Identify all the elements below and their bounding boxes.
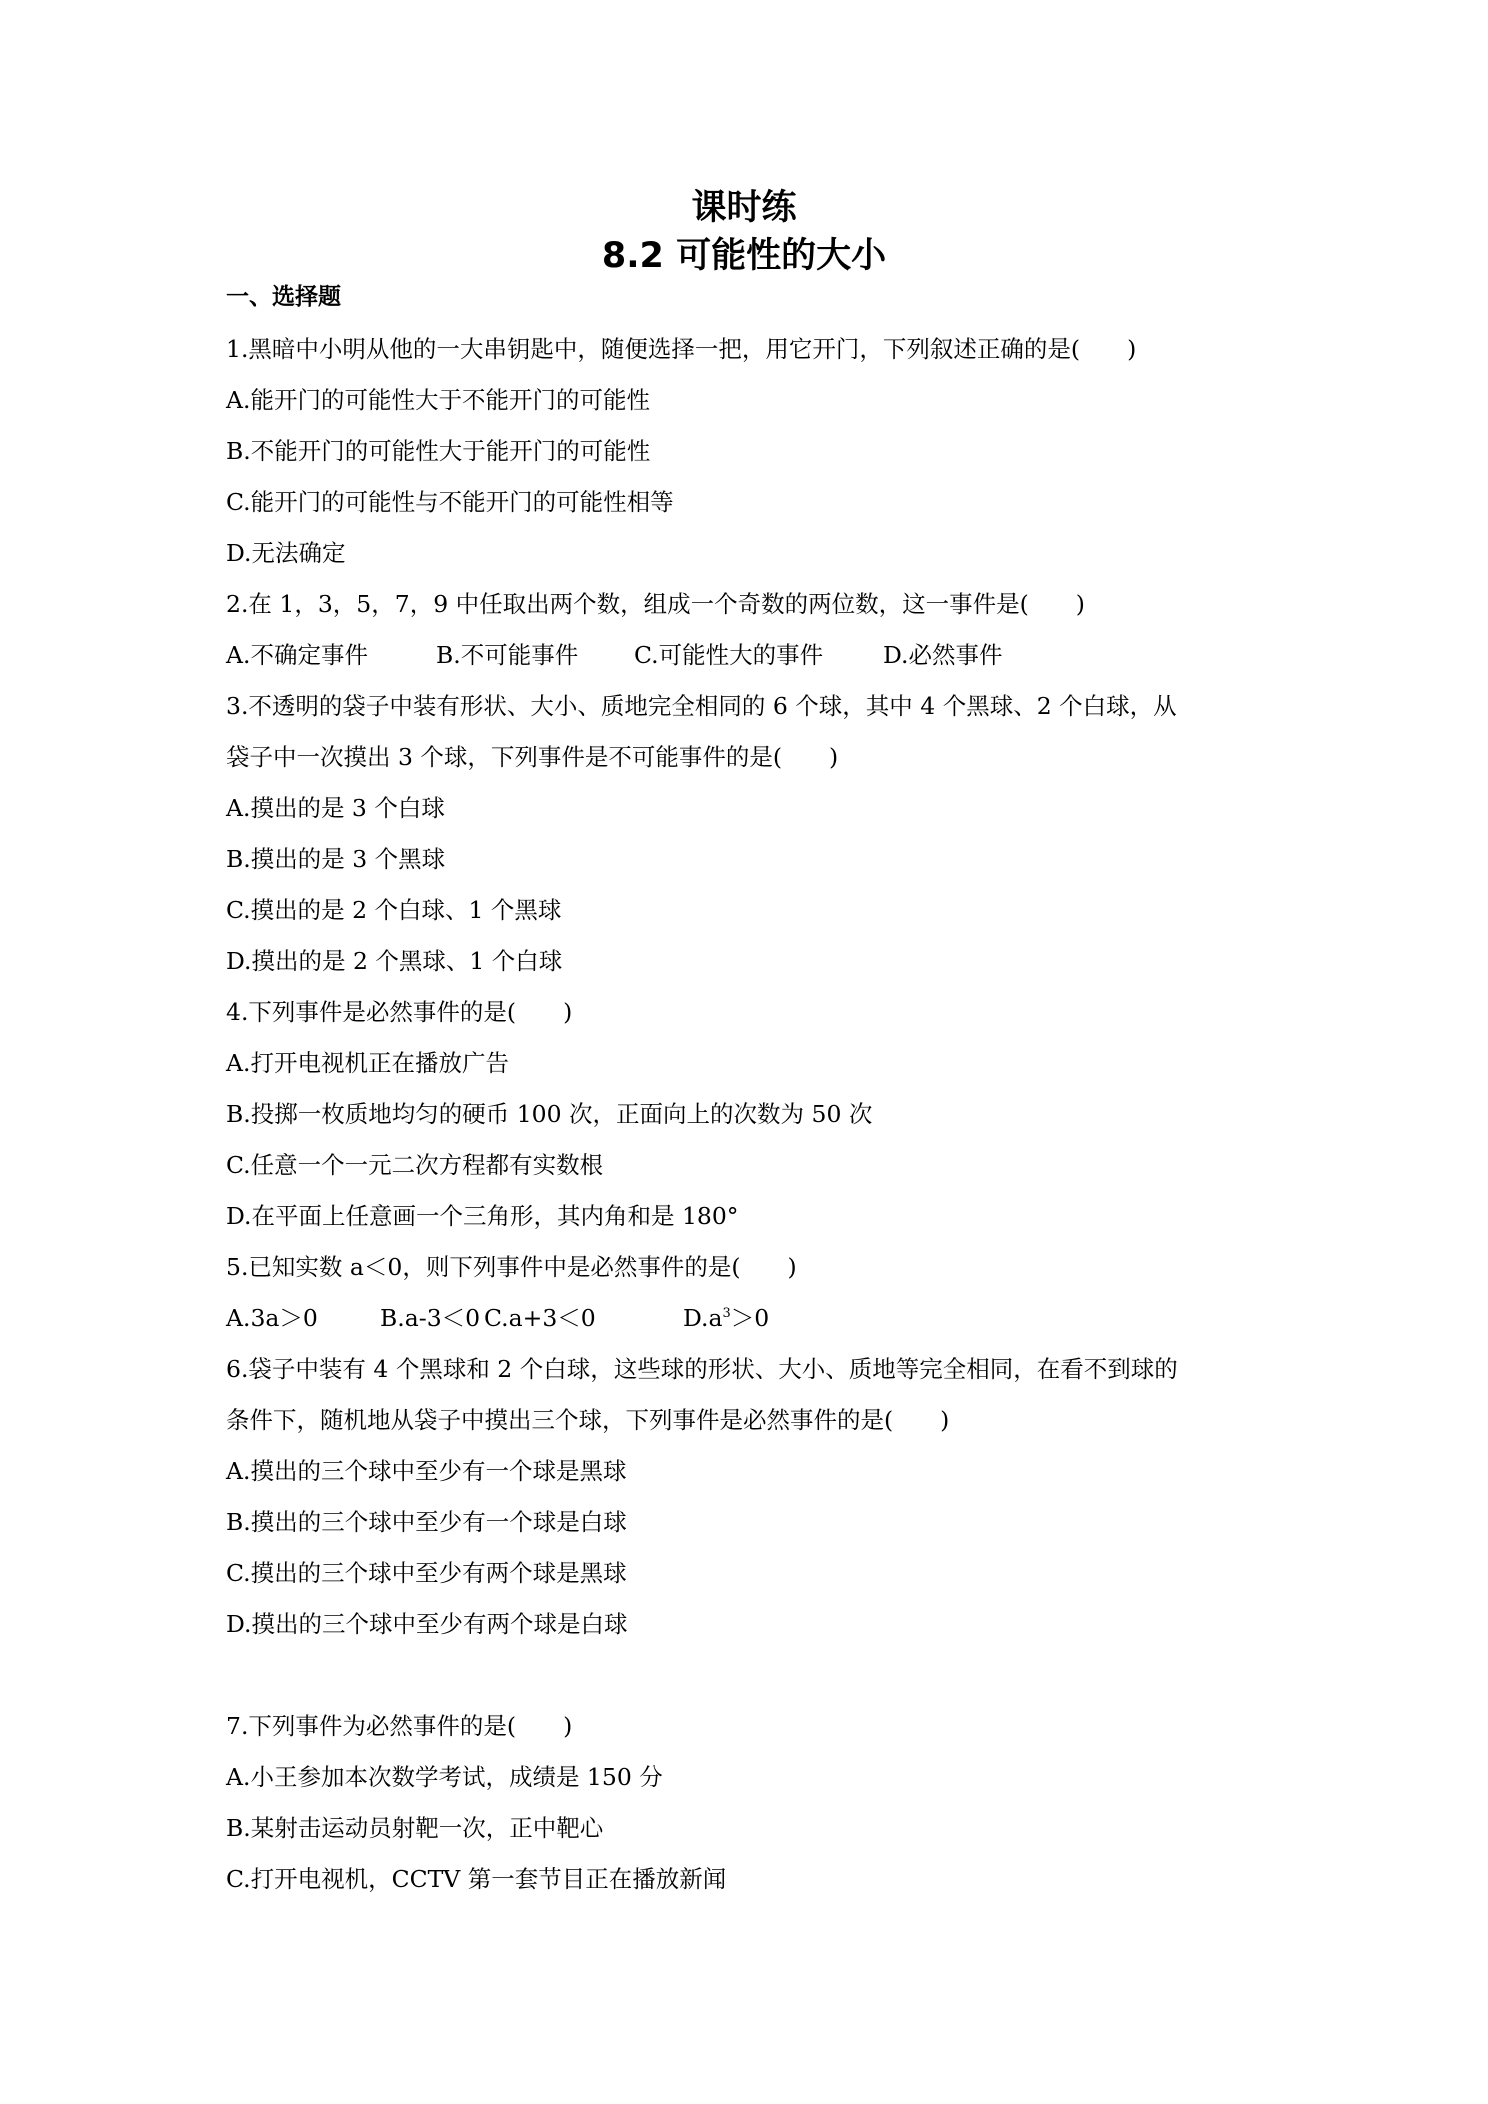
question-2-option-a: A.不确定事件 [226,641,368,669]
question-5-option-b: B.a-3＜0 [380,1304,481,1332]
question-1-option-c: C.能开门的可能性与不能开门的可能性相等 [226,488,674,516]
section-heading: 一、选择题 [226,284,341,310]
question-1-option-a: A.能开门的可能性大于不能开门的可能性 [226,386,650,414]
question-6-option-c: C.摸出的三个球中至少有两个球是黑球 [226,1559,627,1587]
question-1-option-b: B.不能开门的可能性大于能开门的可能性 [226,437,651,465]
page-subtitle: 8.2 可能性的大小 [601,236,887,276]
question-7-option-a: A.小王参加本次数学考试，成绩是 150 分 [226,1763,663,1791]
question-5-option-d [683,1298,769,1338]
question-6-option-d: D.摸出的三个球中至少有两个球是白球 [226,1610,628,1638]
question-5-option-c: C.a+3＜0 [484,1304,596,1332]
question-7-stem: 7.下列事件为必然事件的是( ) [226,1712,573,1740]
question-4-option-c: C.任意一个一元二次方程都有实数根 [226,1151,604,1179]
question-5-options [226,1298,1276,1338]
question-4-option-b: B.投掷一枚质地均匀的硬币 100 次，正面向上的次数为 50 次 [226,1100,873,1128]
question-1-stem: 1.黑暗中小明从他的一大串钥匙中，随便选择一把，用它开门，下列叙述正确的是( ) [226,335,1137,363]
question-4-option-a: A.打开电视机正在播放广告 [226,1049,509,1077]
question-7-option-c: C.打开电视机，CCTV 第一套节目正在播放新闻 [226,1865,727,1893]
question-6-stem-line-2: 条件下，随机地从袋子中摸出三个球，下列事件是必然事件的是( ) [226,1406,950,1434]
question-7-option-b: B.某射击运动员射靶一次，正中靶心 [226,1814,604,1842]
question-5-option-a: A.3a＞0 [226,1304,318,1332]
question-5-option-d-relation: ＞0 [730,1304,770,1332]
question-2-stem: 2.在 1，3，5，7，9 中任取出两个数，组成一个奇数的两位数，这一事件是( ) [226,590,1085,618]
question-3-option-a: A.摸出的是 3 个白球 [226,794,445,822]
question-2-option-b: B.不可能事件 [436,641,579,669]
question-4-option-d: D.在平面上任意画一个三角形，其内角和是 180° [226,1202,739,1230]
question-2-options [226,635,1276,675]
question-5-option-d-exponent: 3 [722,1306,731,1322]
question-3-option-b: B.摸出的是 3 个黑球 [226,845,446,873]
question-6-option-a: A.摸出的三个球中至少有一个球是黑球 [226,1457,627,1485]
question-2-option-c: C.可能性大的事件 [634,641,824,669]
question-4-stem: 4.下列事件是必然事件的是( ) [226,998,573,1026]
question-5-stem: 5.已知实数 a＜0，则下列事件中是必然事件的是( ) [226,1253,797,1281]
question-3-option-c: C.摸出的是 2 个白球、1 个黑球 [226,896,562,924]
page-title: 课时练 [691,188,797,228]
question-3-stem-line-2: 袋子中一次摸出 3 个球，下列事件是不可能事件的是( ) [226,743,839,771]
question-6-stem-line-1: 6.袋子中装有 4 个黑球和 2 个白球，这些球的形状、大小、质地等完全相同，在看不到球的 [226,1355,1178,1383]
question-3-option-d: D.摸出的是 2 个黑球、1 个白球 [226,947,563,975]
question-2-option-d: D.必然事件 [883,641,1003,669]
question-6-option-b: B.摸出的三个球中至少有一个球是白球 [226,1508,627,1536]
question-1-option-d: D.无法确定 [226,539,346,567]
question-3-stem-line-1: 3.不透明的袋子中装有形状、大小、质地完全相同的 6 个球，其中 4 个黑球、2 个白球，从 [226,692,1177,720]
question-5-option-d-base: D.a [683,1304,723,1332]
